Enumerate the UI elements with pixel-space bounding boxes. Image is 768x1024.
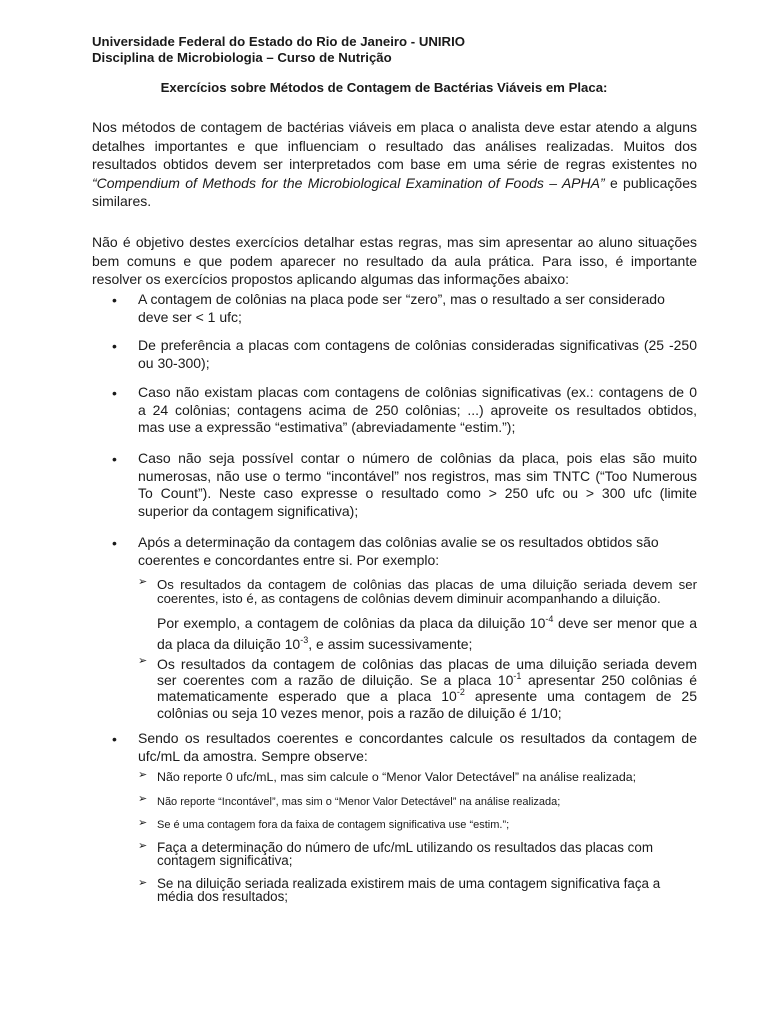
arrow-bullet-icon: ➢ [138,877,148,889]
intro-line: detalhes importantes e que influenciam o resultado das análises realizadas. Muitos dos [92,137,697,154]
intro-line: Nos métodos de contagem de bactérias viáveis em placa o analista deve estar atendo a alguns [92,119,697,135]
arrow-bullet-icon: ➢ [138,840,148,852]
course-header: Disciplina de Microbiologia – Curso de Nutrição [92,50,392,65]
sub-item-determination [157,842,697,867]
text-run: da placa da diluição 10 [157,636,301,652]
sub-line: Não reporte 0 ufc/mL, mas sim calcule o “Menor Valor Detectável” na análise realizada; [157,770,637,784]
bullet-marker: • [112,535,117,551]
objective-line: Não é objetivo destes exercícios detalhar estas regras, mas sim apresentar ao aluno situações [92,234,697,250]
bullet-line: numerosas, não use o termo “incontável” nos registros, mas sim TNTC (“Too Numerous [138,467,697,484]
text-run: , e assim sucessivamente; [308,636,473,652]
sub-line: Os resultados da contagem de colônias das placas de uma diluição seriada devem [157,656,697,672]
bullet-line: deve ser < 1 ufc; [138,308,242,325]
compendium-citation: “Compendium of Methods for the Microbiological Examination of Foods – APHA” [92,174,605,191]
university-header: Universidade Federal do Estado do Rio de Janeiro - UNIRIO [92,34,465,49]
bullet-item-zero-count [138,291,697,326]
sub-line: contagem significativa; [157,852,293,868]
arrow-bullet-icon: ➢ [138,793,148,805]
sub-item-dilution-example [157,613,697,655]
intro-line: resultados obtidos devem ser interpretados com base em uma série de regras existentes no [92,156,697,173]
sub-line: Se na diluição seriada realizada existirem mais de uma contagem significativa faça a [157,876,661,891]
bullet-line: Caso não existam placas com contagens de colônias significativas (ex.: contagens de 0 [138,384,697,400]
bullet-line: Após a determinação da contagem das colônias avalie se os resultados obtidos são [138,534,659,550]
sub-line: Se é uma contagem fora da faixa de contagem significativa use “estim.”; [157,819,510,831]
sub-line [157,672,697,688]
text-run: ser coerentes com a razão de diluição. Se a placa 10 [157,672,514,689]
page-title: Exercícios sobre Métodos de Contagem de Bactérias Viáveis em Placa: [160,80,608,95]
exponent: -4 [545,614,554,624]
intro-paragraph [92,118,697,211]
arrow-bullet-icon: ➢ [138,817,148,829]
bullet-marker: • [112,731,117,747]
exponent: -2 [456,687,465,698]
bullet-item-coherence [138,534,697,569]
bullet-item-significant-plates [138,337,697,372]
sub-line: Não reporte “Incontável”, mas sim o “Menor Valor Detectável” na análise realizada; [157,796,561,808]
intro-line-tail: e publicações [604,174,697,191]
sub-line: Os resultados da contagem de colônias das placas de uma diluição seriada devem ser [157,577,697,592]
text-run: matematicamente esperado que a placa 10 [157,688,457,705]
bullet-line: a 24 colônias; contagens acima de 250 colônias; ...) aproveite os resultados obtidos, [138,401,697,418]
exponent: -3 [300,635,309,645]
sub-line: coerentes, isto é, as contagens de colônias devem diminuir acompanhando a diluição. [157,591,661,606]
intro-line [92,174,697,193]
sub-line [157,613,697,634]
bullet-item-estimate [138,384,697,437]
sub-line [157,634,697,655]
bullet-line: ufc/mL da amostra. Sempre observe: [138,747,368,764]
bullet-line: ou 30-300); [138,354,210,371]
sub-line: média dos resultados; [157,888,289,904]
sub-item-no-incontavel [157,795,697,809]
bullet-line: mas use a expressão “estimativa” (abreviadamente “estim.”); [138,419,516,436]
bullet-line: superior da contagem significativa); [138,502,359,519]
sub-item-dilution-ratio [157,656,697,721]
exponent: -1 [513,671,522,682]
arrow-bullet-icon: ➢ [138,769,148,781]
objective-line: resolver os exercícios propostos aplicando algumas das informações abaixo: [92,271,570,288]
bullet-line: A contagem de colônias na placa pode ser “zero”, mas o resultado a ser considerado [138,291,665,307]
text-run: apresente uma contagem de 25 [464,688,698,705]
sub-line: Faça a determinação do número de ufc/mL utilizando os resultados das placas com [157,840,653,855]
bullet-line: De preferência a placas com contagens de colônias consideradas significativas (25 -250 [138,337,697,353]
bullet-line: Sendo os resultados coerentes e concordantes calcule os resultados da contagem de [138,730,697,746]
bullet-marker: • [112,385,117,401]
arrow-bullet-icon: ➢ [138,655,148,667]
sub-item-no-zero [157,770,697,784]
bullet-line: To Count”). Neste caso expresse o resultado como > 250 ufc ou > 300 ufc (limite [138,485,697,502]
sub-line: colônias ou seja 10 vezes menor, pois a razão de diluição é 1/10; [157,704,562,721]
sub-item-dilution-decrease [157,578,697,606]
sub-line [157,688,697,704]
objective-line: bem comuns e que podem aparecer no resultado da aula prática. Para isso, é importante [92,252,697,269]
bullet-item-calculate [138,730,697,765]
bullet-marker: • [112,451,117,467]
bullet-line: coerentes e concordantes entre si. Por exemplo: [138,551,440,568]
bullet-marker: • [112,292,117,308]
bullet-marker: • [112,338,117,354]
arrow-bullet-icon: ➢ [138,576,148,588]
intro-line: similares. [92,193,152,210]
bullet-line: Caso não seja possível contar o número de colônias da placa, pois elas são muito [138,450,697,466]
text-run: deve ser menor que a [553,615,697,631]
sub-item-estim [157,818,697,832]
text-run: apresentar 250 colônias é [521,672,697,689]
bullet-item-tntc [138,450,697,520]
sub-item-average [157,878,697,903]
objective-paragraph [92,233,697,289]
text-run: Por exemplo, a contagem de colônias da placa da diluição 10 [157,615,546,631]
